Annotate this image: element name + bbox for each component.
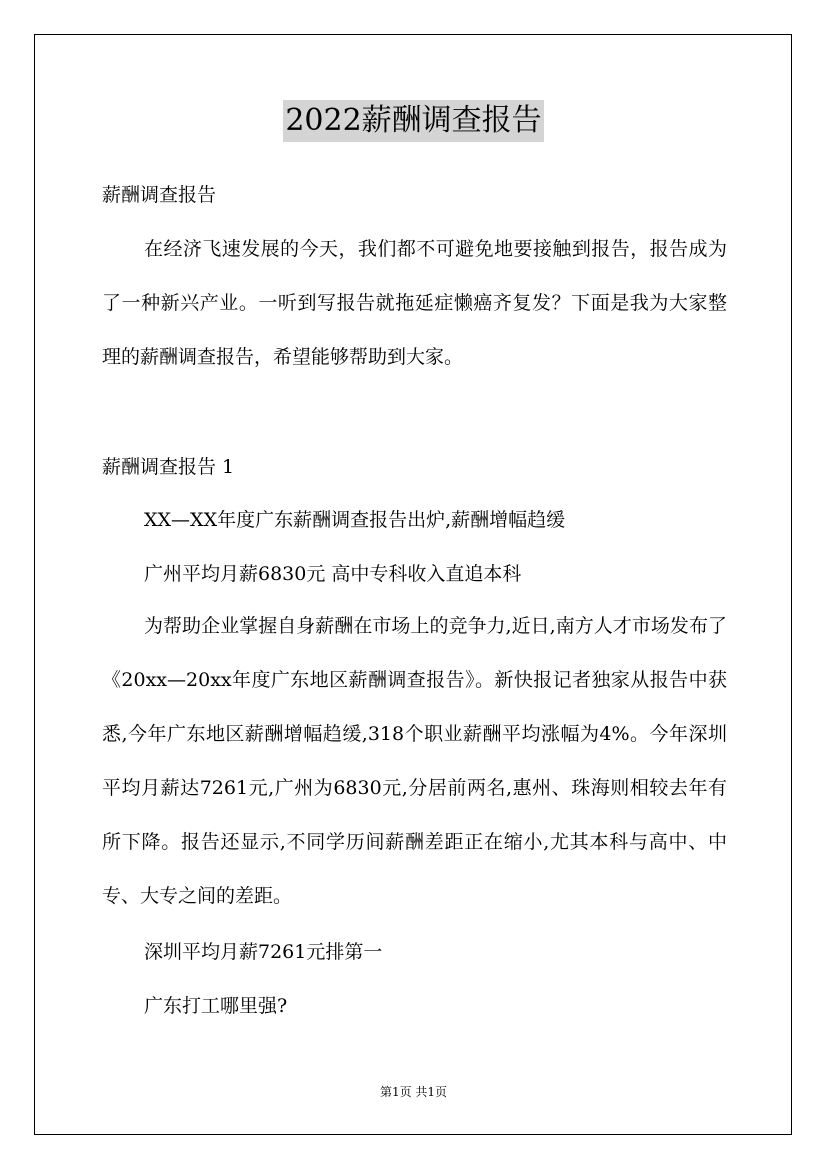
question-line: 广东打工哪里强? [144,995,288,1017]
headline-line: XX—XX年度广东薪酬调查报告出炉,薪酬增幅趋缓 [144,509,566,531]
intro-paragraph: 在经济飞速发展的今天，我们都不可避免地要接触到报告，报告成为了一种新兴产业。一听到写报告就拖延症懒癌齐复发？下面是我为大家整理的薪酬调查报告，希望能够帮助到大家。 [102,238,727,368]
intro-heading: 薪酬调查报告 [102,184,217,206]
section-heading-1: 薪酬调查报告 1 [102,456,235,478]
document-title: 2022薪酬调查报告 [283,100,543,142]
document-title-row [0,100,827,142]
shenzhen-line: 深圳平均月薪7261元排第一 [144,941,383,963]
page-footer: 第1页 共1页 [379,1085,448,1099]
subheadline-line: 广州平均月薪6830元 高中专科收入直追本科 [144,563,522,585]
body-paragraph: 为帮助企业掌握自身薪酬在市场上的竞争力,近日,南方人才市场发布了《20xx—20xx年度广东地区薪酬调查报告》。新快报记者独家从报告中获悉,今年广东地区薪酬增幅趋缓,318个职业薪酬平均涨幅为4%。今年深圳平均月薪达7261元,广州为6830元,分居前两名,惠州、珠海则相较去年有所下降。报告还显示,不同学历间薪酬差距正在缩小,尤其本科与高中、中专、大专之间的差距。 [102,615,727,907]
